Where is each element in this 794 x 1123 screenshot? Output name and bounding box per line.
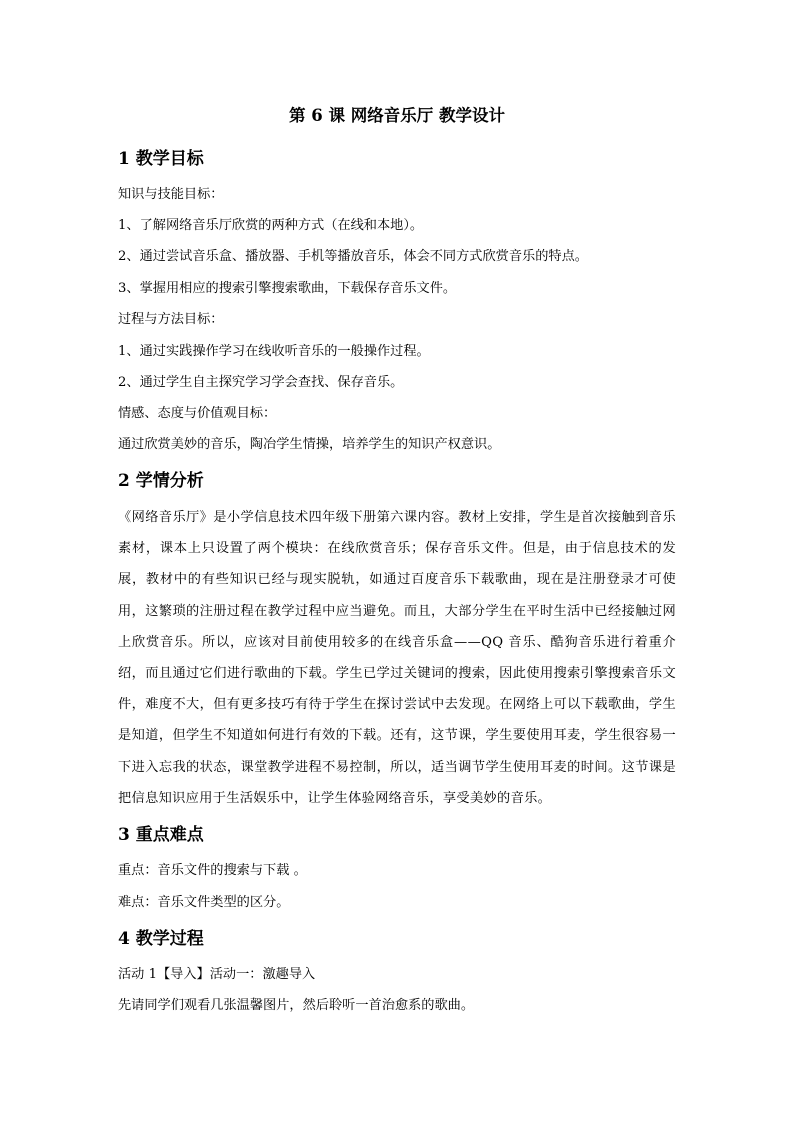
activity-text: 先请同学们观看几张温馨图片，然后聆听一首治愈系的歌曲。 bbox=[118, 998, 475, 1013]
section-heading-process: 4 教学过程 bbox=[118, 929, 204, 949]
document-title: 第 6 课 网络音乐厅 教学设计 bbox=[289, 106, 505, 125]
knowledge-goal-item: 1、了解网络音乐厅欣赏的两种方式（在线和本地）。 bbox=[118, 218, 424, 233]
section-heading-analysis: 2 学情分析 bbox=[118, 471, 204, 491]
knowledge-goals-label: 知识与技能目标： bbox=[118, 187, 224, 202]
section-heading-objectives: 1 教学目标 bbox=[118, 149, 204, 169]
difficult-point-text: 难点：音乐文件类型的区分。 bbox=[118, 895, 290, 910]
emotion-goals-text: 通过欣赏美妙的音乐，陶冶学生情操，培养学生的知识产权意识。 bbox=[118, 437, 501, 452]
emotion-goals-label: 情感、态度与价值观目标： bbox=[118, 406, 277, 421]
knowledge-goal-item: 3、掌握用相应的搜索引擎搜索歌曲，下载保存音乐文件。 bbox=[118, 281, 457, 296]
process-goal-item: 2、通过学生自主探究学习学会查找、保存音乐。 bbox=[118, 375, 404, 390]
analysis-paragraph: 《网络音乐厅》是小学信息技术四年级下册第六课内容。教材上安排，学生是首次接触到音乐素材，课本上只设置了两个模块：在线欣赏音乐；保存音乐文件。但是，由于信息技术的发展，教材中的有些知识已经与现实脱轨，如通过百度音乐下载歌曲，现在是注册登录才可使用，这繁琐的注册过程在教学过程中应当避免。而且，大部分学生在平时生活中已经接触过网上欣赏音乐。所以，应该对目前使用较多的在线音乐盒——QQ 音乐、酷狗音乐进行着重介绍，而且通过它们进行歌曲的下载。学生已学过关键词的搜索，因此使用搜索引擎搜索音乐文件，难度不大，但有更多技巧有待于学生在探讨尝试中去发现。在网络上可以下载歌曲，学生是知道，但学生不知道如何进行有效的下载。还有，这节课，学生要使用耳麦，学生很容易一下进入忘我的状态，课堂教学进程不易控制，所以，适当调节学生使用耳麦的时间。这节课是把信息知识应用于生活娱乐中，让学生体验网络音乐，享受美妙的音乐。 bbox=[118, 510, 676, 806]
knowledge-goal-item: 2、通过尝试音乐盒、播放器、手机等播放音乐，体会不同方式欣赏音乐的特点。 bbox=[118, 249, 588, 264]
key-point-text: 重点：音乐文件的搜索与下载 。 bbox=[118, 863, 307, 878]
process-goal-item: 1、通过实践操作学习在线收听音乐的一般操作过程。 bbox=[118, 344, 430, 359]
activity-title: 活动 1【导入】活动一：激趣导入 bbox=[118, 967, 316, 982]
section-heading-key-points: 3 重点难点 bbox=[118, 825, 204, 845]
process-goals-label: 过程与方法目标： bbox=[118, 312, 224, 327]
